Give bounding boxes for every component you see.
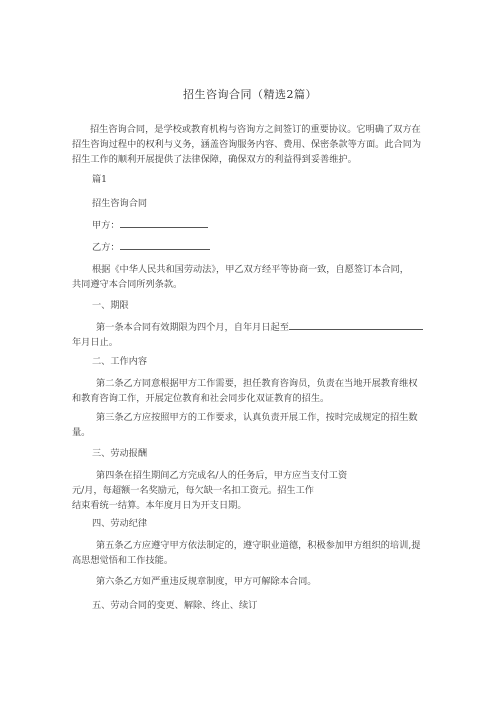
article-2 — [72, 376, 418, 406]
section-heading: 五、劳动合同的变更、解除、终止、续订 — [92, 600, 258, 611]
article-4 — [72, 468, 347, 513]
intro-line: 招生工作的顺利开展提供了法律保障，确保双方的利益得到妥善维护。 — [72, 154, 357, 165]
section-heading: 四、劳动纪律 — [92, 518, 148, 529]
section-heading: 二、工作内容 — [92, 356, 148, 367]
intro-paragraph — [72, 122, 421, 167]
party-a-field — [92, 218, 208, 233]
article-5-line: 高思想觉悟和工作技能。 — [72, 555, 174, 566]
article-1-line: 年月日止。 — [72, 337, 118, 348]
article-2-line: 第二条乙方同意根据甲方工作需要，担任教育咨询员，负责在当地开展教育维权 — [96, 378, 418, 389]
article-3-line: 量。 — [72, 427, 91, 438]
article-1-blank — [289, 320, 423, 330]
preamble-paragraph — [72, 262, 409, 292]
article-3 — [72, 410, 418, 440]
article-1-text: 第一条本合同有效期限为四个月，自年月日起至 — [96, 322, 289, 333]
section-heading: 三、劳动报酬 — [92, 448, 148, 459]
document-title: 招生咨询合同（精选2篇） — [183, 88, 317, 101]
part-label: 篇1 — [92, 174, 108, 185]
party-a-label: 甲方： — [92, 220, 120, 231]
article-4-line: 结束看统一结算。本年度月日为开支日期。 — [72, 500, 247, 511]
article-4-line: 第四条在招生期间乙方完成名/人的任务后，甲方应当支付工资 — [96, 470, 348, 481]
article-6: 第六条乙方如严重违反规章制度，甲方可解除本合同。 — [96, 576, 317, 587]
section-heading: 一、期限 — [92, 300, 129, 311]
party-b-blank — [120, 240, 210, 250]
party-b-field — [92, 240, 210, 255]
preamble-line: 根据《中华人民共和国劳动法》，甲乙双方经平等协商一致，自愿签订本合同， — [92, 264, 409, 275]
contract-title: 招生咨询合同 — [92, 198, 148, 209]
article-2-line: 和教育咨询工作，开展定位教育和社会同步化双证教育的招生。 — [72, 393, 330, 404]
preamble-line: 共同遵守本合同所列条款。 — [72, 279, 183, 290]
article-3-line: 第三条乙方应按照甲方的工作要求，认真负责开展工作，按时完成规定的招生数 — [96, 412, 418, 423]
article-5-line: 第五条乙方应遵守甲方依法制定的，遵守职业道德，积极参加甲方组织的培训,提 — [96, 540, 421, 551]
intro-line: 招生咨询过程中的权利与义务，涵盖咨询服务内容、费用、保密条款等方面。此合同为 — [72, 139, 422, 150]
article-4-line: 元/月，每超额一名奖励元，每欠缺一名扣工资元。招生工作 — [72, 485, 314, 496]
article-1 — [72, 320, 423, 350]
article-5 — [72, 538, 420, 568]
party-b-label: 乙方： — [92, 242, 120, 253]
party-a-blank — [120, 218, 208, 228]
intro-line: 招生咨询合同，是学校或教育机构与咨询方之间签订的重要协议。它明确了双方在 — [90, 124, 421, 135]
